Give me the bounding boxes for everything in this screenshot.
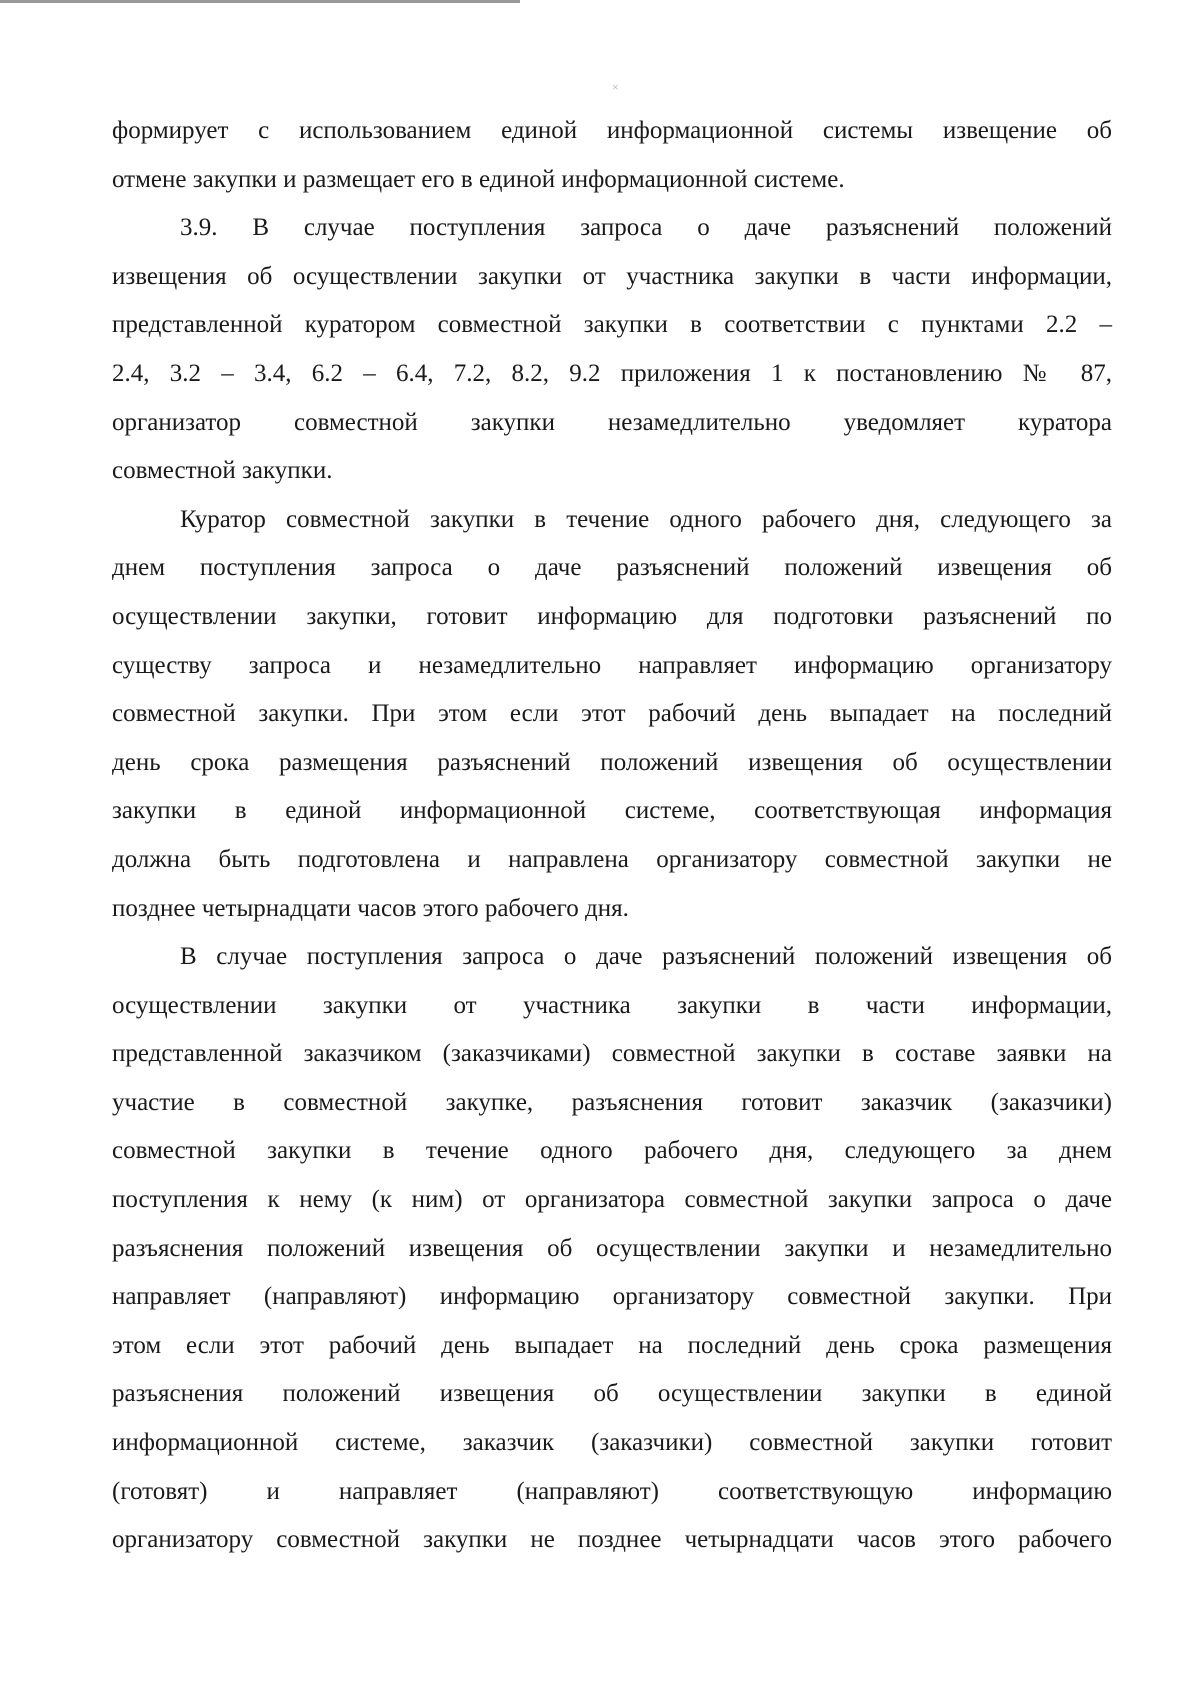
text-line: должна быть подготовлена и направлена организатору совместной закупки не [112, 845, 1112, 873]
text-line: представленной заказчиком (заказчиками) совместной закупки в составе заявки на [112, 1040, 1112, 1068]
text-line: разъяснения положений извещения об осуществлении закупки в единой [112, 1380, 1112, 1408]
text-line: совместной закупки в течение одного рабочего дня, следующего за днем [112, 1137, 1112, 1165]
text-line: разъяснения положений извещения об осуществлении закупки и незамедлительно [112, 1234, 1112, 1262]
text-line: организатору совместной закупки не позднее четырнадцати часов этого рабочего [112, 1526, 1112, 1554]
document-page-text [112, 107, 1112, 1565]
text-line: 2.4, 3.2 – 3.4, 6.2 – 6.4, 7.2, 8.2, 9.2 приложения 1 к постановлению № 87, [112, 359, 1112, 387]
text-line: существу запроса и незамедлительно направляет информацию организатору [112, 651, 1112, 679]
text-line: осуществлении закупки от участника закупки в части информации, [112, 991, 1112, 1019]
text-line: день срока размещения разъяснений положений извещения об осуществлении [112, 748, 1112, 776]
text-line: формирует с использованием единой информационной системы извещение об [112, 117, 1112, 144]
text-line: В случае поступления запроса о даче разъяснений положений извещения об [180, 943, 1112, 971]
text-line: организатор совместной закупки незамедлительно уведомляет куратора [112, 408, 1112, 436]
text-line: информационной системе, заказчик (заказчики) совместной закупки готовит [112, 1429, 1112, 1457]
scan-edge-line [0, 0, 520, 3]
text-line: направляет (направляют) информацию организатору совместной закупки. При [112, 1283, 1112, 1311]
text-line: совместной закупки. [112, 457, 333, 485]
text-line: этом если этот рабочий день выпадает на последний день срока размещения [112, 1331, 1112, 1359]
text-line: извещения об осуществлении закупки от участника закупки в части информации, [112, 262, 1112, 290]
text-line: поступления к нему (к ним) от организатора совместной закупки запроса о даче [112, 1186, 1112, 1214]
text-line: совместной закупки. При этом если этот рабочий день выпадает на последний [112, 700, 1112, 728]
text-line: осуществлении закупки, готовит информацию для подготовки разъяснений по [112, 602, 1112, 630]
text-line: отмене закупки и размещает его в единой информационной системе. [112, 165, 845, 193]
text-line: (готовят) и направляет (направляют) соответствующую информацию [112, 1477, 1112, 1505]
text-line: 3.9. В случае поступления запроса о даче разъяснений положений [180, 214, 1112, 242]
scan-speck: × [612, 80, 619, 94]
text-line: участие в совместной закупке, разъяснения готовит заказчик (заказчики) [112, 1088, 1112, 1116]
text-line: Куратор совместной закупки в течение одного рабочего дня, следующего за [180, 505, 1112, 533]
text-line: позднее четырнадцати часов этого рабочего дня. [112, 894, 629, 922]
text-line: закупки в единой информационной системе, соответствующая информация [112, 797, 1112, 825]
text-line: днем поступления запроса о даче разъяснений положений извещения об [112, 554, 1112, 582]
text-line: представленной куратором совместной закупки в соответствии с пунктами 2.2 – [112, 311, 1112, 339]
